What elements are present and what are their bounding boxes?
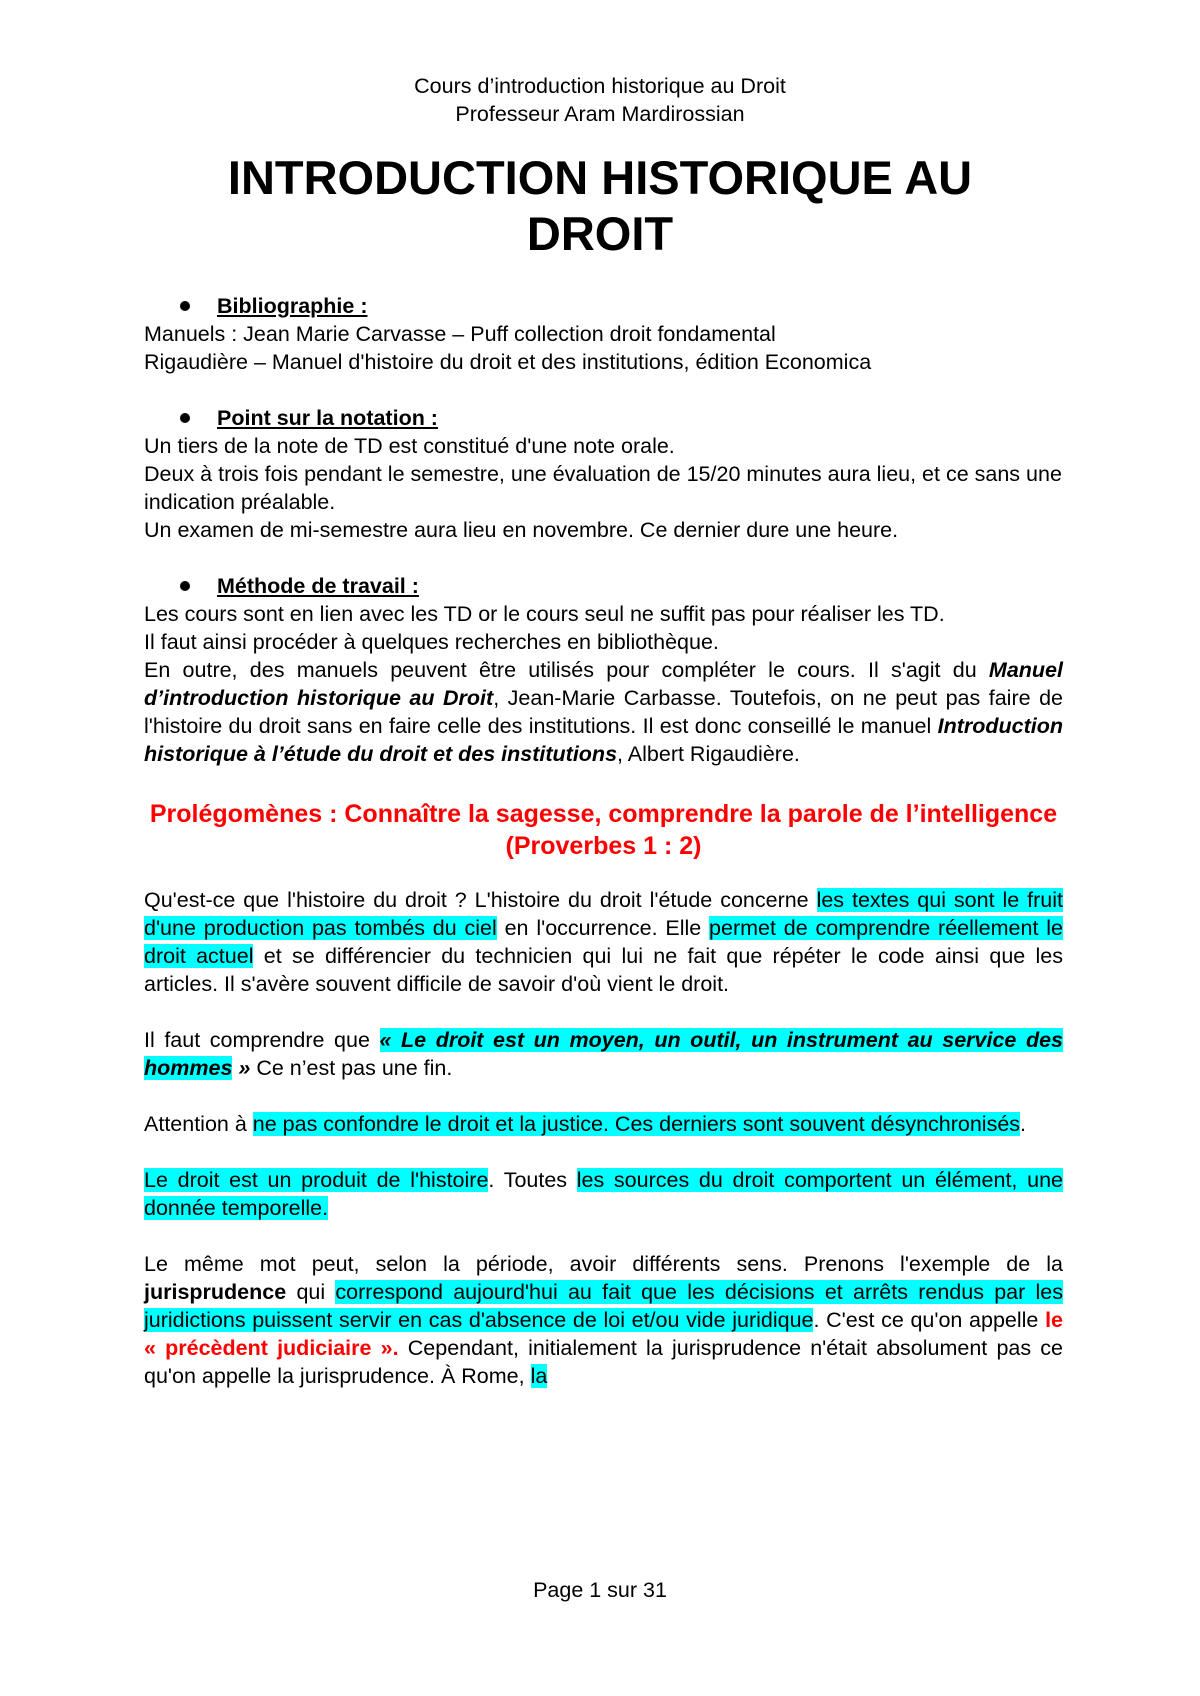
- highlight: ne pas confondre le droit et la justice. Ces derniers sont souvent désynchronisés: [252, 1112, 1021, 1136]
- section-heading: Prolégomènes : Connaître la sagesse, comprendre la parole de l’intelligence (Proverbes 1 : 2): [149, 800, 1058, 860]
- page-header: [0, 72, 1200, 128]
- highlight: permet de comprendre réellement le droit actuel: [144, 916, 1063, 968]
- highlight: les textes qui sont le fruit d'une production pas tombés du ciel: [144, 888, 1063, 940]
- paragraph: Le droit est un produit de l'histoire. Toutes les sources du droit comportent un élément, une donnée temporelle.: [144, 1168, 1063, 1220]
- professor-name: Professeur Aram Mardirossian: [455, 102, 745, 126]
- bullet-bibliographie: [144, 292, 1063, 320]
- page-number: Page 1 sur 31: [533, 1578, 667, 1602]
- biblio-line: Rigaudière – Manuel d'histoire du droit et des institutions, édition Economica: [144, 350, 872, 374]
- bullet-dot-icon: [180, 581, 190, 591]
- course-title: Cours d’introduction historique au Droit: [414, 74, 786, 98]
- document-title: INTRODUCTION HISTORIQUE AU DROIT: [227, 151, 973, 260]
- bullet-heading: Bibliographie :: [217, 294, 368, 318]
- notation-line: Un examen de mi-semestre aura lieu en novembre. Ce dernier dure une heure.: [144, 518, 899, 542]
- red-emphasis: le « précèdent judiciaire ».: [144, 1308, 1063, 1360]
- bullet-heading: Point sur la notation :: [217, 406, 438, 430]
- paragraph: Il faut comprendre que « Le droit est un moyen, un outil, un instrument au service des hommes » Ce n’est pas une fin.: [144, 1028, 1063, 1080]
- highlight: la: [530, 1364, 548, 1388]
- paragraph: Le même mot peut, selon la période, avoir différents sens. Prenons l'exemple de la jurisprudence qui correspond aujourd'hui au fait que les décisions et arrêts rendus par les juridictions puissent servir en cas d'absence de loi et/ou vide juridique. C'est ce qu'on appelle le « précèdent judiciaire ». Cependant, initialement la jurisprudence n'était absolument pas ce qu'on appelle la jurisprudence. À Rome, la: [144, 1252, 1064, 1388]
- book-title: Manuel d’introduction historique au Droit: [144, 658, 1063, 710]
- document-body: [144, 292, 1063, 1390]
- biblio-line: Manuels : Jean Marie Carvasse – Puff collection droit fondamental: [144, 322, 776, 346]
- bullet-dot-icon: [180, 301, 190, 311]
- highlight: les sources du droit comportent un élément, une donnée temporelle.: [144, 1168, 1063, 1220]
- paragraph: Qu'est-ce que l'histoire du droit ? L'histoire du droit l'étude concerne les textes qui sont le fruit d'une production pas tombés du ciel en l'occurrence. Elle permet de comprendre réellement le droit actuel et se différencier du technicien qui lui ne fait que répéter le code ainsi que les articles. Il s'avère souvent difficile de savoir d'où vient le droit.: [144, 888, 1063, 996]
- bold-term: jurisprudence: [144, 1280, 287, 1304]
- book-title: Introduction historique à l’étude du droit et des institutions: [144, 714, 1063, 766]
- methode-paragraph: En outre, des manuels peuvent être utilisés pour compléter le cours. Il s'agit du Manuel d’introduction historique au Droit, Jean-Marie Carbasse. Toutefois, on ne peut pas faire de l'histoire du droit sans en faire celle des institutions. Il est donc conseillé le manuel Introduction historique à l’étude du droit et des institutions, Albert Rigaudière.: [144, 658, 1063, 766]
- paragraph: Attention à ne pas confondre le droit et la justice. Ces derniers sont souvent désynchronisés.: [144, 1112, 1027, 1136]
- bullet-dot-icon: [180, 413, 190, 423]
- highlight: Le droit est un produit de l'histoire: [144, 1168, 489, 1192]
- methode-line: Il faut ainsi procéder à quelques recherches en bibliothèque.: [144, 630, 719, 654]
- bullet-notation: [144, 404, 1063, 432]
- notation-line: Deux à trois fois pendant le semestre, une évaluation de 15/20 minutes aura lieu, et ce sans une indication préalable.: [144, 462, 1062, 514]
- bullet-heading: Méthode de travail :: [217, 574, 419, 598]
- bullet-methode: [144, 572, 1063, 600]
- highlight: correspond aujourd'hui au fait que les décisions et arrêts rendus par les juridictions puissent servir en cas d'absence de loi et/ou vide juridique: [144, 1280, 1064, 1332]
- methode-line: Les cours sont en lien avec les TD or le cours seul ne suffit pas pour réaliser les TD.: [144, 602, 945, 626]
- highlight-quote: « Le droit est un moyen, un outil, un instrument au service des hommes: [144, 1028, 1063, 1080]
- notation-line: Un tiers de la note de TD est constitué d'une note orale.: [144, 434, 675, 458]
